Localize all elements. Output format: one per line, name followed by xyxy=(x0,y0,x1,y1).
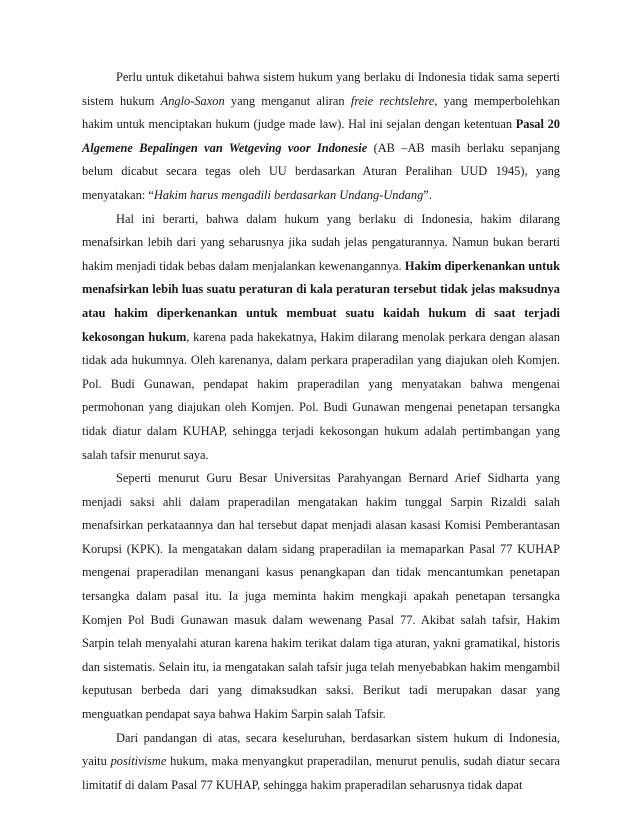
text-segment: Dari pandangan di atas, secara keseluruhan, berdasarkan sistem hukum di Indonesia, yaitu xyxy=(82,730,560,769)
text-segment-italic: Algemene Bepalingen van Wetgeving voor Indonesie xyxy=(82,140,368,155)
text-segment: Hal ini berarti, bahwa dalam hukum yang berlaku di Indonesia, hakim dilarang menafsirkan lebih dari yang seharusnya jika sudah jelas pengaturannya. Namun bukan berarti hakim menjadi tidak bebas dalam menjalankan kewenangannya. xyxy=(82,211,560,273)
text-segment-italic: freie rechtslehre xyxy=(350,93,435,108)
text-segment: ”. xyxy=(423,187,432,202)
paragraph-3 xyxy=(82,467,560,727)
text-segment: Seperti menurut Guru Besar Universitas Parahyangan Bernard Arief Sidharta yang menjadi saksi ahli dalam praperadilan mengatakan hakim tunggal Sarpin Rizaldi salah menafsirkan perkataannya dan hal tersebut dapat menjadi alasan kasasi Komisi Pemberantasan Korupsi (KPK). Ia mengatakan dalam sidang praperadilan ia memaparkan Pasal 77 KUHAP mengenai praperadilan menangani kasus penangkapan dan tidak mencantumkan penetapan tersangka dalam pasal itu. Ia juga meminta hakim mengkaji apakah penetapan tersangka Komjen Pol Budi Gunawan masuk dalam wewenang Pasal 77. Akibat salah tafsir, Hakim Sarpin telah menyalahi aturan karena hakim terikat dalam tiga aturan, yakni gramatikal, historis dan sistematis. Selain itu, ia mengatakan salah tafsir juga telah menyebabkan hakim mengambil keputusan berbeda dari yang dimaksudkan saksi. Berikut tadi merupakan dasar yang menguatkan pendapat saya bahwa Hakim Sarpin salah Tafsir. xyxy=(82,471,560,722)
paragraph-1 xyxy=(82,66,560,208)
document-page xyxy=(82,66,560,797)
text-segment: , karena pada hakekatnya, Hakim dilarang menolak perkara dengan alasan tidak ada hukumnya. Oleh karenanya, dalam perkara praperadilan yang diajukan oleh Komjen. Pol. Budi Gunawan, pendapat hakim praperadilan yang menyatakan bahwa mengenai permohonan yang diajukan oleh Komjen. Pol. Budi Gunawan mengenai penetapan tersangka tidak diatur dalam KUHAP, sehingga terjadi kekosongan hukum adalah pertimbangan yang salah tafsir menurut saya. xyxy=(82,329,560,462)
text-segment: , yang memperbolehkan hakim untuk menciptakan hukum (judge made law). Hal ini sejalan dengan ketentuan xyxy=(82,93,560,132)
text-segment-italic: positivisme xyxy=(110,754,167,769)
text-segment: yang menganut aliran xyxy=(224,93,351,108)
text-segment-italic: Anglo-Saxon xyxy=(160,93,225,108)
paragraph-4 xyxy=(82,727,560,798)
text-segment-bold-italic xyxy=(82,141,367,155)
paragraph-2 xyxy=(82,208,560,468)
text-segment-italic: Hakim harus mengadili berdasarkan Undang-Undang xyxy=(153,187,424,202)
text-segment: hukum, maka menyangkut praperadilan, menurut penulis, sudah diatur secara limitatif di dalam Pasal 77 KUHAP, sehingga hakim praperadilan seharusnya tidak dapat xyxy=(82,754,561,792)
text-segment: (AB –AB masih berlaku sepanjang belum dicabut secara tegas oleh UU berdasarkan Aturan Peralihan UUD 1945), yang menyatakan: “ xyxy=(82,140,560,202)
text-segment: Perlu untuk diketahui bahwa sistem hukum yang berlaku di Indonesia tidak sama seperti sistem hukum xyxy=(82,70,560,108)
text-segment-bold: Hakim diperkenankan untuk menafsirkan lebih luas suatu peraturan di kala peraturan tersebut tidak jelas maksudnya atau hakim diperkenankan untuk membuat suatu kaidah hukum di saat terjadi kekosongan hukum xyxy=(82,258,560,344)
text-segment-bold: Pasal 20 xyxy=(515,117,560,132)
